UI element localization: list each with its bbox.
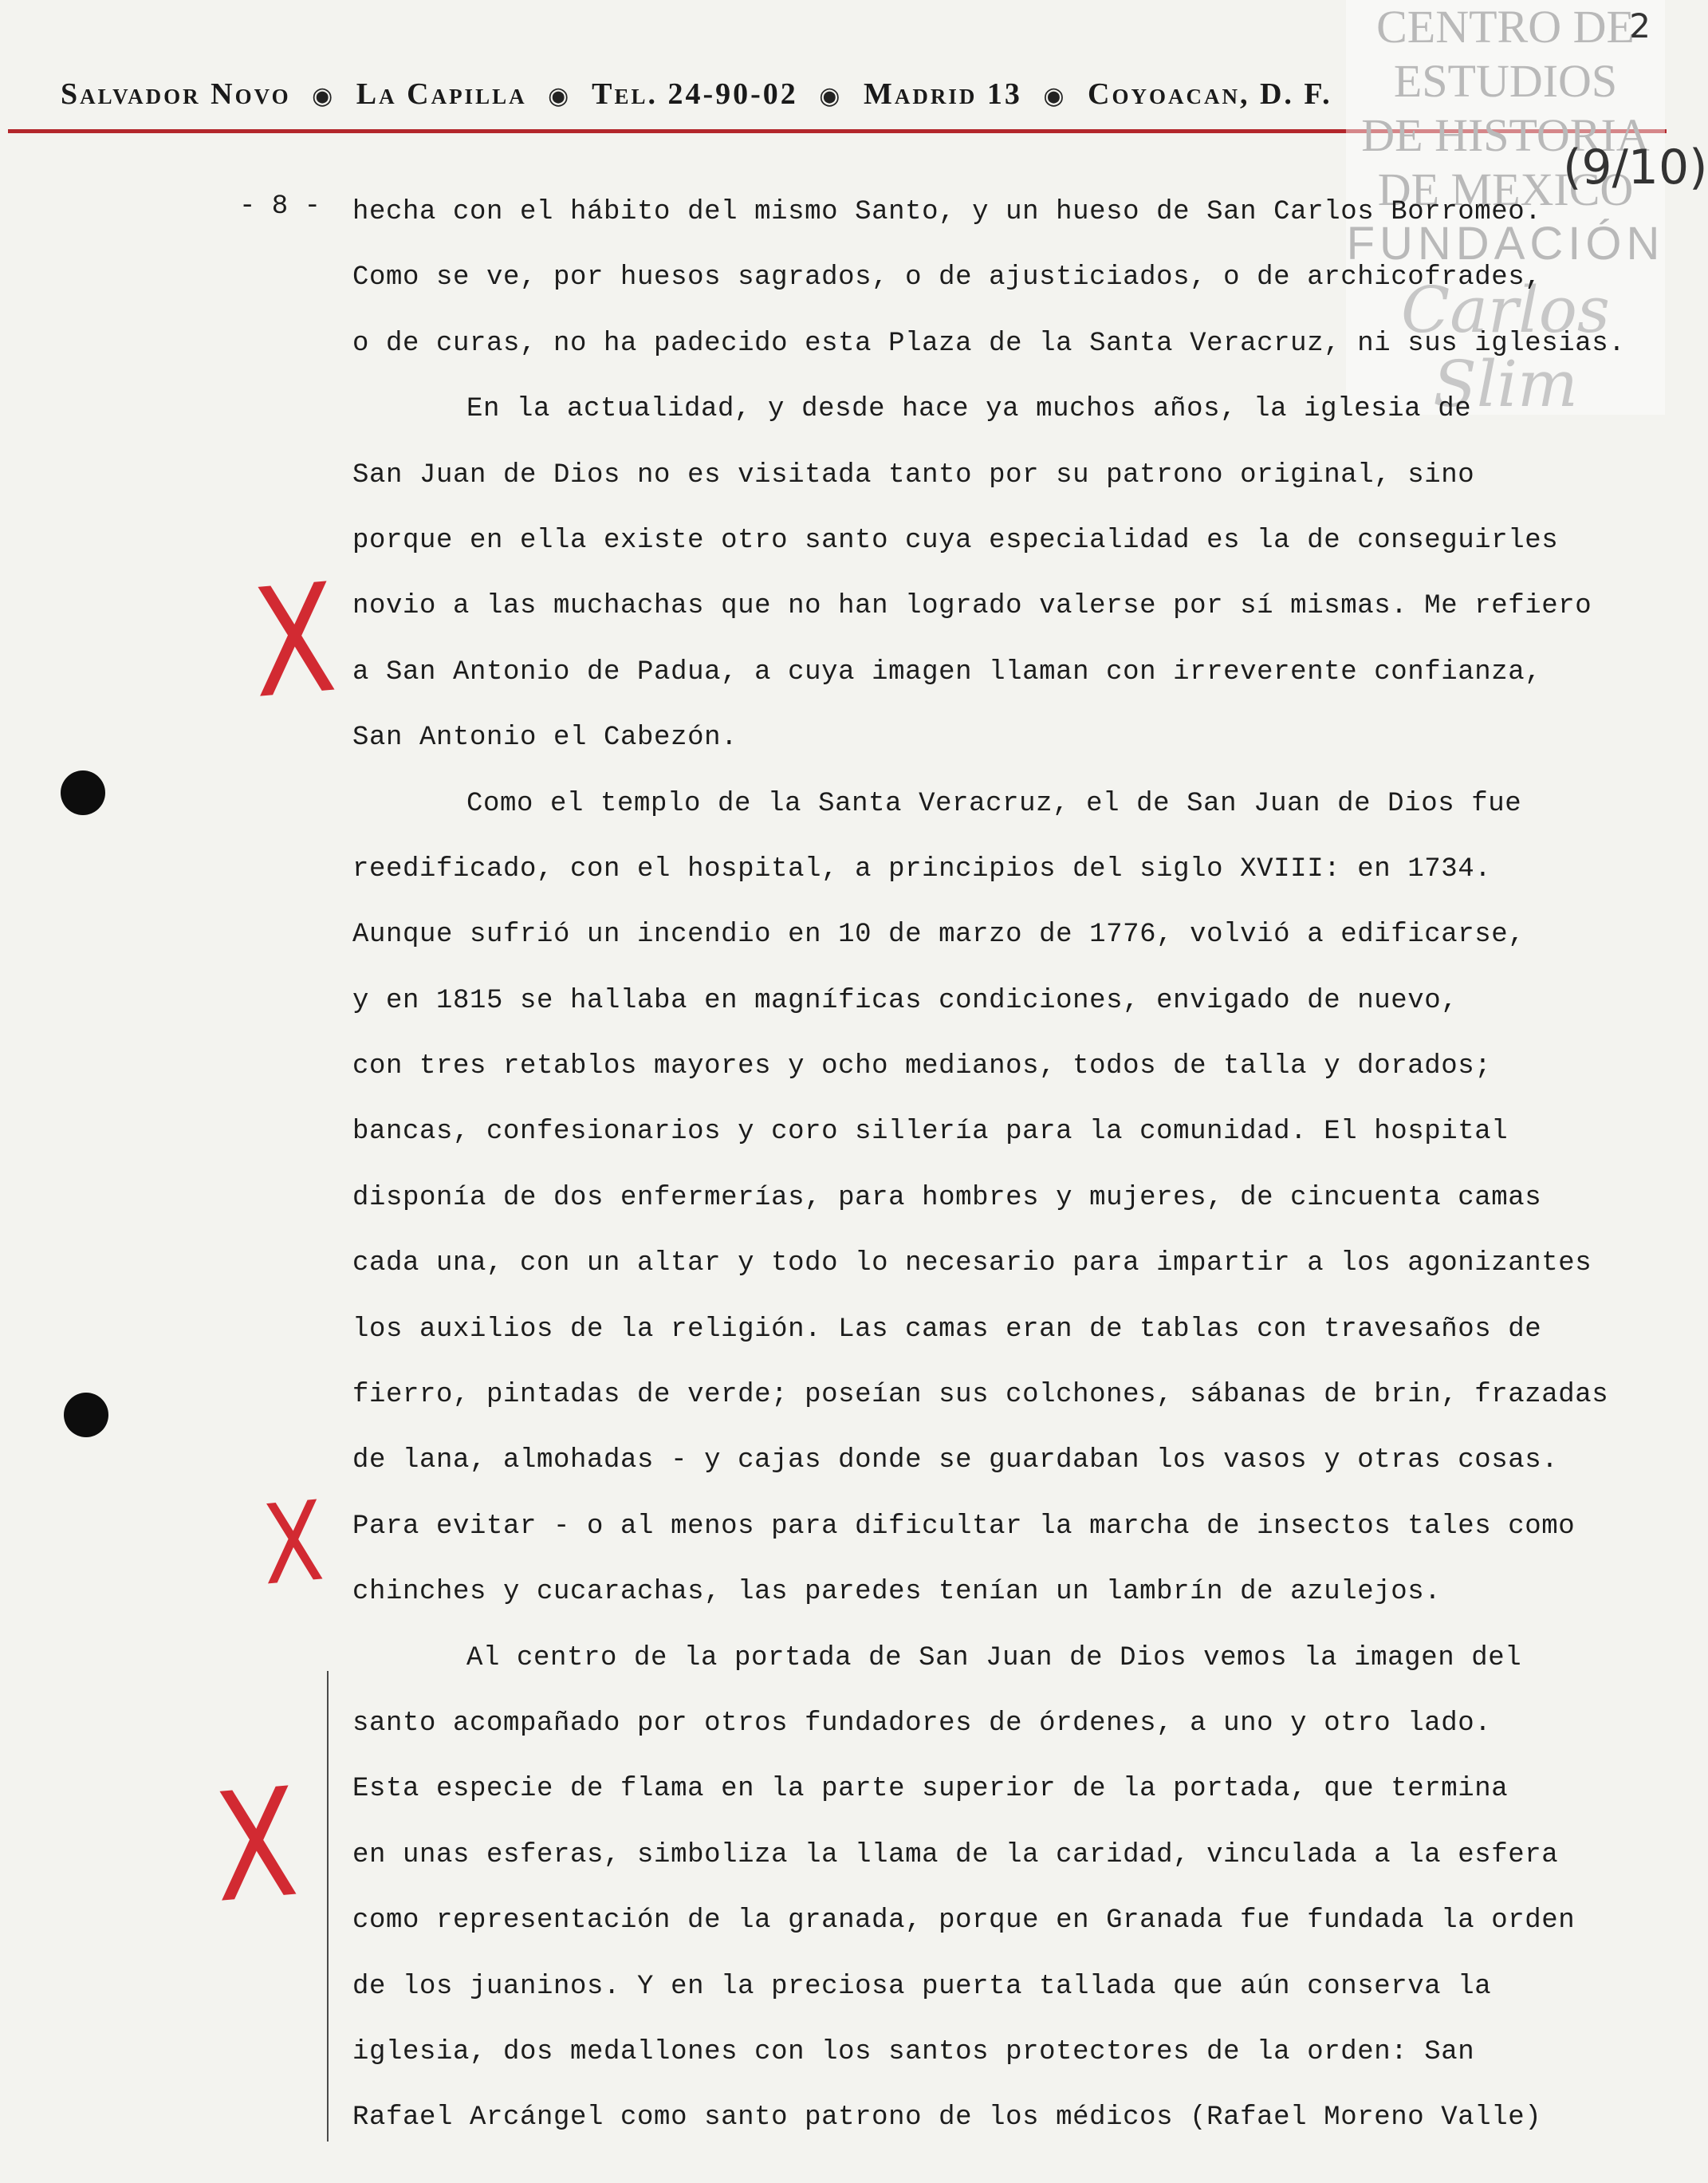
watermark-line: ESTUDIOS	[1393, 55, 1618, 107]
text-line: santo acompañado por otros fundadores de órdenes, a uno y otro lado.	[352, 1708, 1492, 1739]
text-line: Para evitar - o al menos para dificultar la marcha de insectos tales como	[352, 1511, 1576, 1542]
red-x-mark-icon: X	[211, 1756, 302, 1937]
text-line: San Antonio el Cabezón.	[352, 723, 738, 754]
text-line: Como el templo de la Santa Veracruz, el de San Juan de Dios fue	[466, 788, 1522, 819]
red-x-mark-icon: X	[249, 552, 340, 732]
text-line: disponía de dos enfermerías, para hombres y mujeres, de cincuenta camas	[352, 1182, 1542, 1213]
punch-hole	[64, 1393, 108, 1437]
watermark-signature: Carlos Slim	[1401, 273, 1610, 421]
text-line: San Juan de Dios no es visitada tanto por su patrono original, sino	[352, 459, 1475, 491]
text-line: Rafael Arcángel como santo patrono de los médicos (Rafael Moreno Valle)	[352, 2102, 1542, 2134]
text-line: novio a las muchachas que no han logrado valerse por sí mismas. Me refiero	[352, 591, 1592, 622]
punch-hole	[61, 770, 105, 815]
watermark-line: FUNDACIÓN	[1346, 218, 1665, 270]
text-line: porque en ella existe otro santo cuya especialidad es la de conseguirles	[352, 525, 1559, 556]
handwritten-corner-number: 2	[1629, 6, 1651, 45]
text-line: como representación de la granada, porque en Granada fue fundada la orden	[352, 1905, 1576, 1937]
text-line: o de curas, no ha padecido esta Plaza de la Santa Veracruz, ni sus iglesias.	[352, 328, 1626, 359]
handwritten-page-fraction: (9/10)	[1563, 140, 1708, 195]
separator-icon: ◉	[819, 83, 843, 109]
separator-icon: ◉	[548, 83, 572, 109]
text-line: en unas esferas, simboliza la llama de la caridad, vinculada a la esfera	[352, 1839, 1559, 1870]
watermark-line: DE HISTORIA	[1361, 109, 1650, 161]
text-line: chinches y cucarachas, las paredes tenían un lambrín de azulejos.	[352, 1577, 1442, 1608]
text-line: fierro, pintadas de verde; poseían sus colchones, sábanas de brin, frazadas	[352, 1380, 1609, 1411]
text-line: Aunque sufrió un incendio en 10 de marzo de 1776, volvió a edificarse,	[352, 920, 1525, 951]
text-line: de lana, almohadas - y cajas donde se guardaban los vasos y otras cosas.	[352, 1445, 1559, 1476]
letterhead-place: La Capilla	[356, 77, 527, 111]
letterhead-city: Coyoacan, D. F.	[1088, 77, 1332, 111]
text-line: a San Antonio de Padua, a cuya imagen llaman con irreverente confianza,	[352, 656, 1542, 688]
text-line: hecha con el hábito del mismo Santo, y un hueso de San Carlos Borromeo.	[352, 197, 1542, 227]
text-line: Esta especie de flama en la parte superior de la portada, que termina	[352, 1774, 1509, 1805]
red-x-mark-icon: X	[259, 1476, 327, 1610]
text-line: bancas, confesionarios y coro sillería para la comunidad. El hospital	[352, 1117, 1509, 1148]
page-number: - 8 -	[239, 191, 321, 222]
text-line: los auxilios de la religión. Las camas eran de tablas con travesaños de	[352, 1314, 1542, 1345]
text-line: reedificado, con el hospital, a principios del siglo XVIII: en 1734.	[352, 853, 1492, 885]
text-line: Al centro de la portada de San Juan de Dios vemos la imagen del	[466, 1642, 1522, 1673]
text-line: Como se ve, por huesos sagrados, o de ajusticiados, o de archicofrades,	[352, 262, 1542, 294]
letterhead-phone: Tel. 24-90-02	[592, 77, 798, 111]
text-line: y en 1815 se hallaba en magníficas condiciones, envigado de nuevo,	[352, 985, 1458, 1016]
separator-icon: ◉	[312, 83, 336, 109]
margin-bracket-line	[327, 1671, 329, 2142]
watermark-line: DE MEXICO	[1377, 164, 1634, 215]
letterhead-name: Salvador Novo	[61, 77, 291, 111]
separator-icon: ◉	[1043, 83, 1067, 109]
text-line: cada una, con un altar y todo lo necesario para impartir a los agonizantes	[352, 1248, 1592, 1279]
letterhead-street: Madrid 13	[863, 77, 1022, 111]
text-line: con tres retablos mayores y ocho medianos, todos de talla y dorados;	[352, 1051, 1492, 1082]
text-line: de los juaninos. Y en la preciosa puerta tallada que aún conserva la	[352, 1971, 1492, 2002]
watermark-line: CENTRO DE	[1376, 1, 1635, 53]
text-line: En la actualidad, y desde hace ya muchos años, la iglesia de	[466, 394, 1472, 425]
typed-body	[352, 187, 1628, 2158]
text-line: iglesia, dos medallones con los santos protectores de la orden: San	[352, 2036, 1475, 2067]
